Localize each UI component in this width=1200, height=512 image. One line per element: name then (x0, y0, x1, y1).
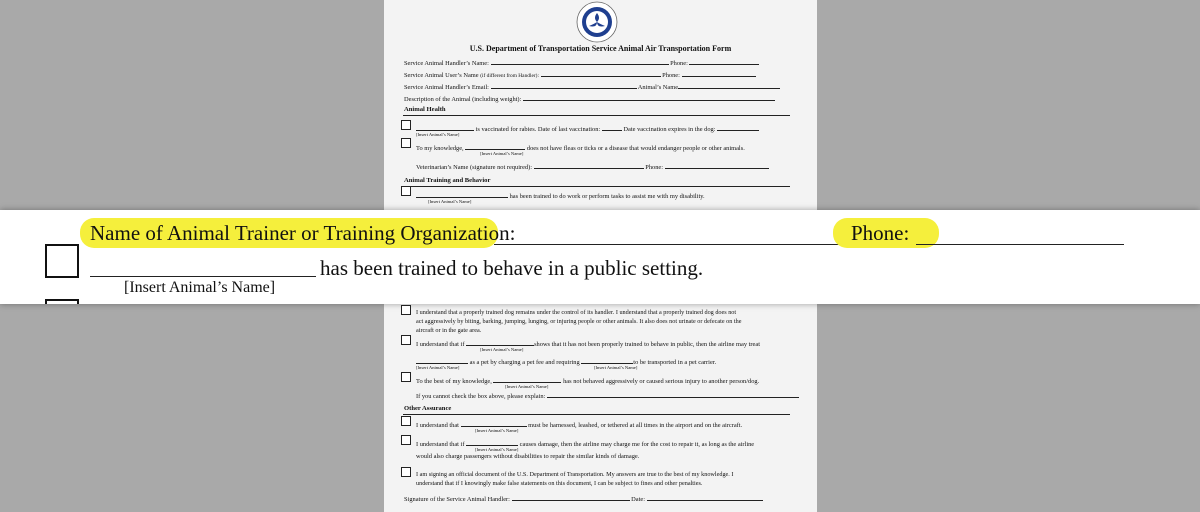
damage-checkbox[interactable] (401, 435, 411, 445)
harnessed-row: I understand that must be harnessed, leashed, or tethered at all times in the airport and on the aircraft. (416, 422, 743, 429)
pet-fee-row: as a pet by charging a pet fee and requiring to be transported in a pet carrier. (416, 357, 716, 366)
vet-phone-field[interactable] (665, 162, 769, 169)
section-other-assurance: Other Assurance (404, 405, 452, 412)
signature-row: Signature of the Service Animal Handler: Date: (404, 494, 763, 503)
explain-field[interactable] (547, 391, 799, 398)
explain-row: If you cannot check the box above, please explain: (416, 391, 799, 400)
section-rule (403, 115, 790, 116)
public-setting-checkbox[interactable] (45, 244, 79, 278)
signing-text-1: I am signing an official document of the U.S. Department of Transportation. My answers are true to the best of my knowledge. I (416, 471, 734, 478)
public-setting-text: has been trained to behave in a public setting. (320, 256, 704, 280)
section-animal-health: Animal Health (404, 106, 446, 113)
not-aggressive-row: To the best of my knowledge, has not behaved aggressively or caused serious injury to another person/dog. (416, 378, 760, 385)
form-title: U.S. Department of Transportation Service Animal Air Transportation Form (469, 44, 732, 53)
signing-text-2: understand that if I knowingly make false statements on this document, I can be subject to fines and other penalties. (416, 480, 703, 487)
next-checkbox-partial[interactable] (45, 299, 79, 304)
not-trained-row: I understand that if shows that it has not been properly trained to behave in public, then the airline may treat (416, 341, 760, 348)
harnessed-checkbox[interactable] (401, 416, 411, 426)
insert-animal-name-label: [Insert Animal’s Name] (124, 279, 276, 296)
section-rule (403, 414, 790, 415)
trainer-label: Name of Animal Trainer or Training Organization: (90, 221, 516, 245)
vaccinated-row: is vaccinated for rabies. Date of last vaccination: Date vaccination expires in the dog: (416, 124, 759, 133)
control-text-1: I understand that a properly trained dog remains under the control of its handler. I understand that a properly trained dog does not (416, 309, 737, 316)
date-field[interactable] (647, 494, 763, 501)
section-rule (403, 186, 790, 187)
trainer-name-field[interactable] (494, 244, 844, 245)
animal-name-field[interactable] (678, 82, 780, 89)
section-training: Animal Training and Behavior (404, 177, 491, 184)
control-text-3: aircraft or in the gate area. (416, 327, 482, 334)
damage-text-2: would also charge passengers without disabilities to repair the similar kinds of damage. (416, 453, 640, 460)
dot-seal-icon (576, 1, 618, 43)
trained-tasks-checkbox[interactable] (401, 186, 411, 196)
user-name-row: Service Animal User’s Name (if different from Handler): Phone: (404, 70, 756, 79)
user-name-field[interactable] (541, 70, 661, 77)
signing-checkbox[interactable] (401, 467, 411, 477)
signature-field[interactable] (512, 494, 630, 501)
trained-tasks-row: has been trained to do work or perform tasks to assist me with my disability. (416, 191, 705, 200)
not-aggressive-checkbox[interactable] (401, 372, 411, 382)
not-trained-checkbox[interactable] (401, 335, 411, 345)
user-phone-field[interactable] (682, 70, 756, 77)
trainer-phone-field[interactable] (916, 244, 1124, 245)
control-text-2: act aggressively by biting, barking, jumping, lunging, or injuring people or other animals. It also does not urinate or defecate on the (416, 318, 742, 325)
email-field[interactable] (491, 82, 637, 89)
description-field[interactable] (523, 94, 775, 101)
handler-name-field[interactable] (491, 58, 669, 65)
vet-row: Veterinarian’s Name (signature not required): Phone: (416, 162, 769, 171)
control-checkbox[interactable] (401, 305, 411, 315)
handler-name-row: Service Animal Handler’s Name: Phone: (404, 58, 759, 67)
zoomed-detail-strip (0, 210, 1200, 304)
no-fleas-row: To my knowledge, does not have fleas or ticks or a disease that would endanger people or other animals. (416, 145, 745, 152)
damage-row: I understand that if causes damage, then the airline may charge me for the cost to repair it, as long as the airline (416, 441, 755, 448)
vet-name-field[interactable] (534, 162, 644, 169)
vaccinated-checkbox[interactable] (401, 120, 411, 130)
no-fleas-checkbox[interactable] (401, 138, 411, 148)
public-animal-name-field[interactable] (90, 276, 316, 277)
handler-phone-field[interactable] (689, 58, 759, 65)
description-row: Description of the Animal (including weight): (404, 94, 775, 103)
email-row: Service Animal Handler’s Email: Animal’s Name (404, 82, 780, 91)
phone-label: Phone: (851, 221, 910, 245)
